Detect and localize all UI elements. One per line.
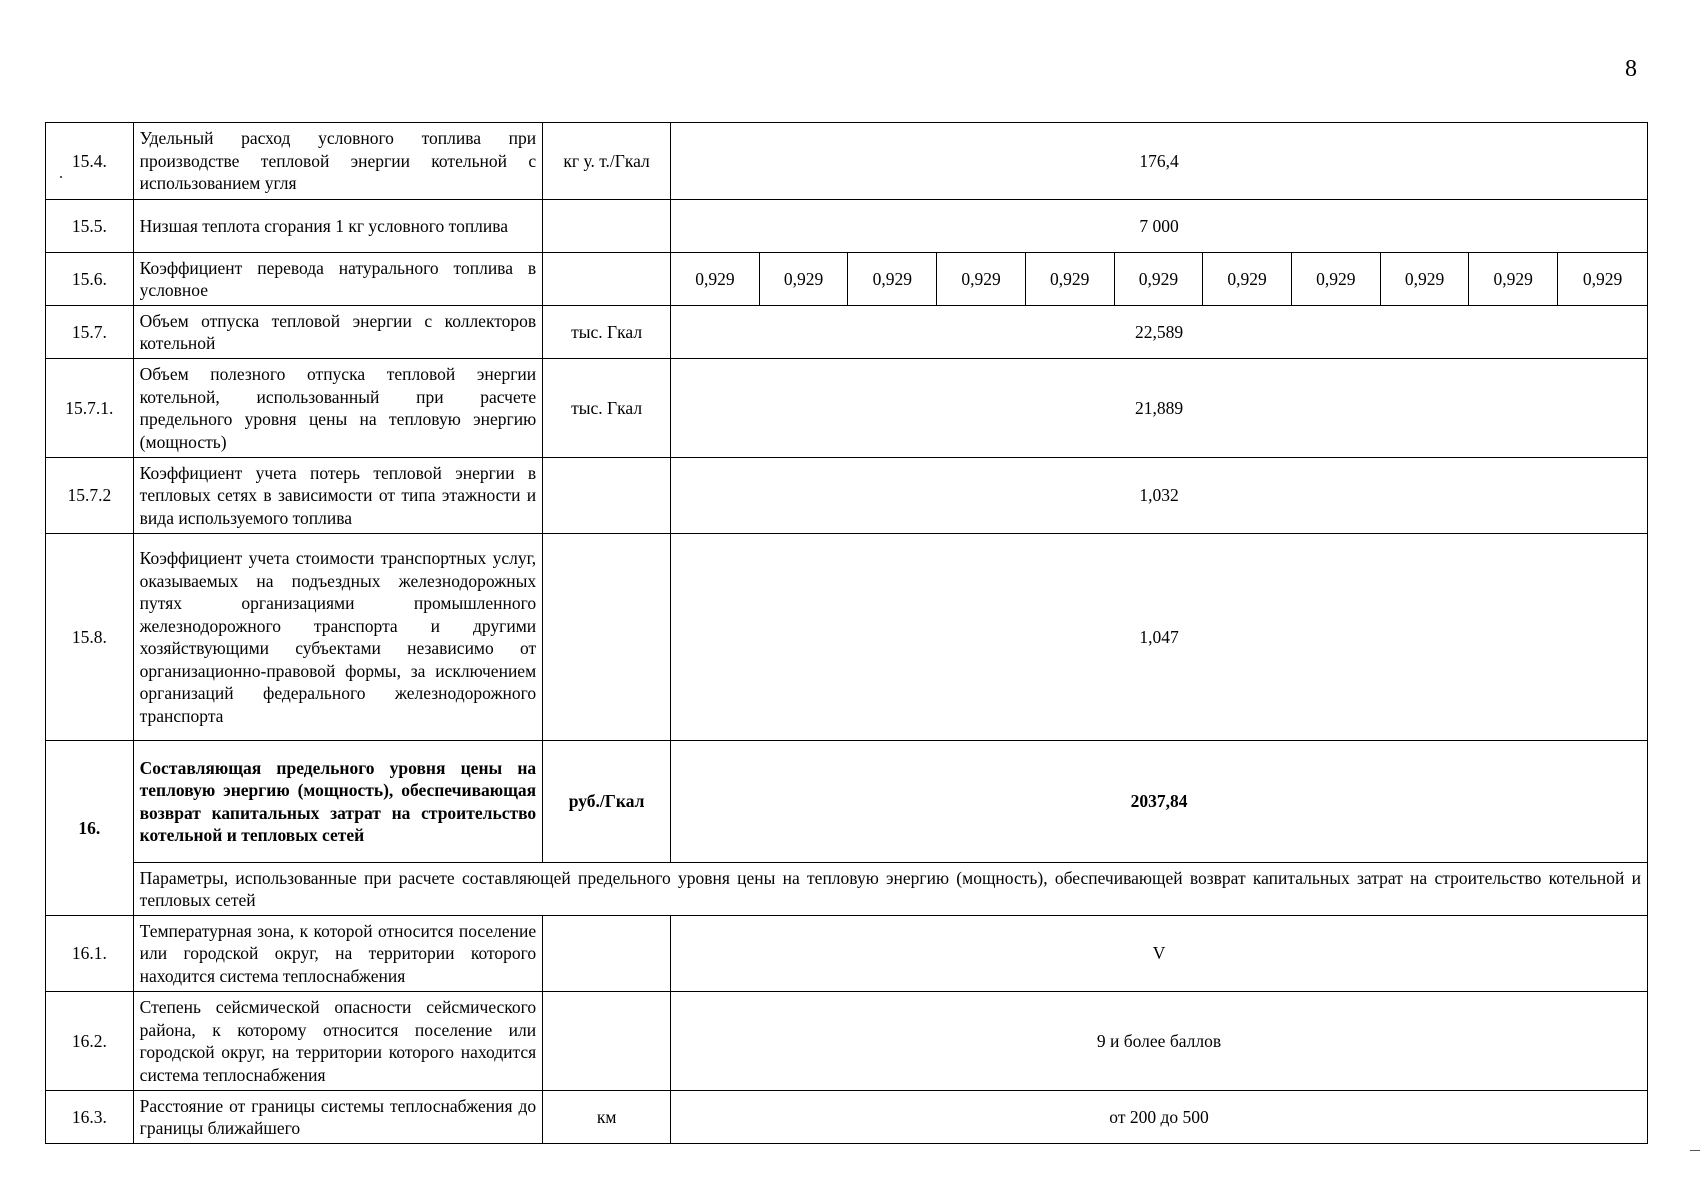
parameters-note: Параметры, использованные при расчете составляющей предельного уровня цены на тепловую энергию (мощность), обеспечивающей возврат капитальных затрат на строительство котельной и тепловых сетей: [133, 863, 1647, 916]
page-number: 8: [1625, 56, 1637, 82]
coefficient-cell: 0,929: [1291, 253, 1380, 306]
row-unit: тыс. Гкал: [543, 359, 671, 458]
row-description: Коэффициент перевода натурального топлива в условное: [133, 253, 542, 306]
row-unit: [543, 916, 671, 992]
row-number: 15.4.: [46, 123, 134, 200]
row-description: Низшая теплота сгорания 1 кг условного топлива: [133, 200, 542, 253]
coefficient-cell: 0,929: [1203, 253, 1292, 306]
row-value: от 200 до 500: [671, 1091, 1648, 1144]
row-value: 176,4: [671, 123, 1648, 200]
row-description: Коэффициент учета стоимости транспортных услуг, оказываемых на подъездных железнодорожных путях организациями промышленного железнодорожного транспорта и другими хозяйствующими субъектами независимо от организационно-правовой формы, за исключением организаций федерального железнодорожного транспорта: [133, 534, 542, 741]
table-row: [46, 123, 1648, 200]
row-description: Объем отпуска тепловой энергии с коллекторов котельной: [133, 306, 542, 359]
table-row: [46, 534, 1648, 741]
row-description: Расстояние от границы системы теплоснабжения до границы ближайшего: [133, 1091, 542, 1144]
row-description: Коэффициент учета потерь тепловой энергии в тепловых сетях в зависимости от типа этажности и вида используемого топлива: [133, 458, 542, 534]
row-value: 22,589: [671, 306, 1648, 359]
table-row: [46, 916, 1648, 992]
row-unit: [543, 458, 671, 534]
coefficient-cell: 0,929: [1558, 253, 1648, 306]
row-number: 16.2.: [46, 992, 134, 1091]
row-value: 1,047: [671, 534, 1648, 741]
table-row: [46, 741, 1648, 863]
row-number: 16.1.: [46, 916, 134, 992]
table-row: [46, 200, 1648, 253]
row-description: Степень сейсмической опасности сейсмического района, к которому относится поселение или городской округ, на территории которого находится система теплоснабжения: [133, 992, 542, 1091]
coefficient-cell: 0,929: [1025, 253, 1114, 306]
row-value: 2037,84: [671, 741, 1648, 863]
row-description: Объем полезного отпуска тепловой энергии котельной, использованный при расчете предельного уровня цены на тепловую энергию (мощность): [133, 359, 542, 458]
row-value: 7 000: [671, 200, 1648, 253]
row-value: V: [671, 916, 1648, 992]
row-number: 15.7.: [46, 306, 134, 359]
row-unit: руб./Гкал: [543, 741, 671, 863]
table-row: [46, 863, 1648, 916]
table-row: [46, 359, 1648, 458]
coefficient-cell: 0,929: [937, 253, 1026, 306]
coefficient-cell: 0,929: [1469, 253, 1558, 306]
coefficient-cell: 0,929: [848, 253, 937, 306]
row-number: 15.6.: [46, 253, 134, 306]
row-number: 16.: [46, 741, 134, 916]
row-unit: тыс. Гкал: [543, 306, 671, 359]
row-unit: [543, 200, 671, 253]
row-unit: [543, 534, 671, 741]
table-row: [46, 1091, 1648, 1144]
scan-mark: [1690, 1150, 1700, 1151]
table-row: [46, 306, 1648, 359]
row-unit: км: [543, 1091, 671, 1144]
row-unit: кг у. т./Гкал: [543, 123, 671, 200]
table-row: [46, 992, 1648, 1091]
row-value: 9 и более баллов: [671, 992, 1648, 1091]
row-number: 15.7.1.: [46, 359, 134, 458]
row-description: Температурная зона, к которой относится поселение или городской округ, на территории которого находится система теплоснабжения: [133, 916, 542, 992]
coefficient-cell: 0,929: [1380, 253, 1469, 306]
coefficient-cell: 0,929: [671, 253, 760, 306]
table-row: [46, 253, 1648, 306]
row-unit: [543, 253, 671, 306]
coefficient-cell: 0,929: [1114, 253, 1203, 306]
row-description: Удельный расход условного топлива при производстве тепловой энергии котельной с использованием угля: [133, 123, 542, 200]
row-number: 15.8.: [46, 534, 134, 741]
row-description: Составляющая предельного уровня цены на тепловую энергию (мощность), обеспечивающая возврат капитальных затрат на строительство котельной и тепловых сетей: [133, 741, 542, 863]
row-number: 15.5.: [46, 200, 134, 253]
table-row: [46, 458, 1648, 534]
row-value: 21,889: [671, 359, 1648, 458]
coefficient-cell: 0,929: [759, 253, 848, 306]
row-number: 15.7.2: [46, 458, 134, 534]
parameters-table: [45, 122, 1648, 1144]
row-unit: [543, 992, 671, 1091]
row-number: 16.3.: [46, 1091, 134, 1144]
row-value: 1,032: [671, 458, 1648, 534]
